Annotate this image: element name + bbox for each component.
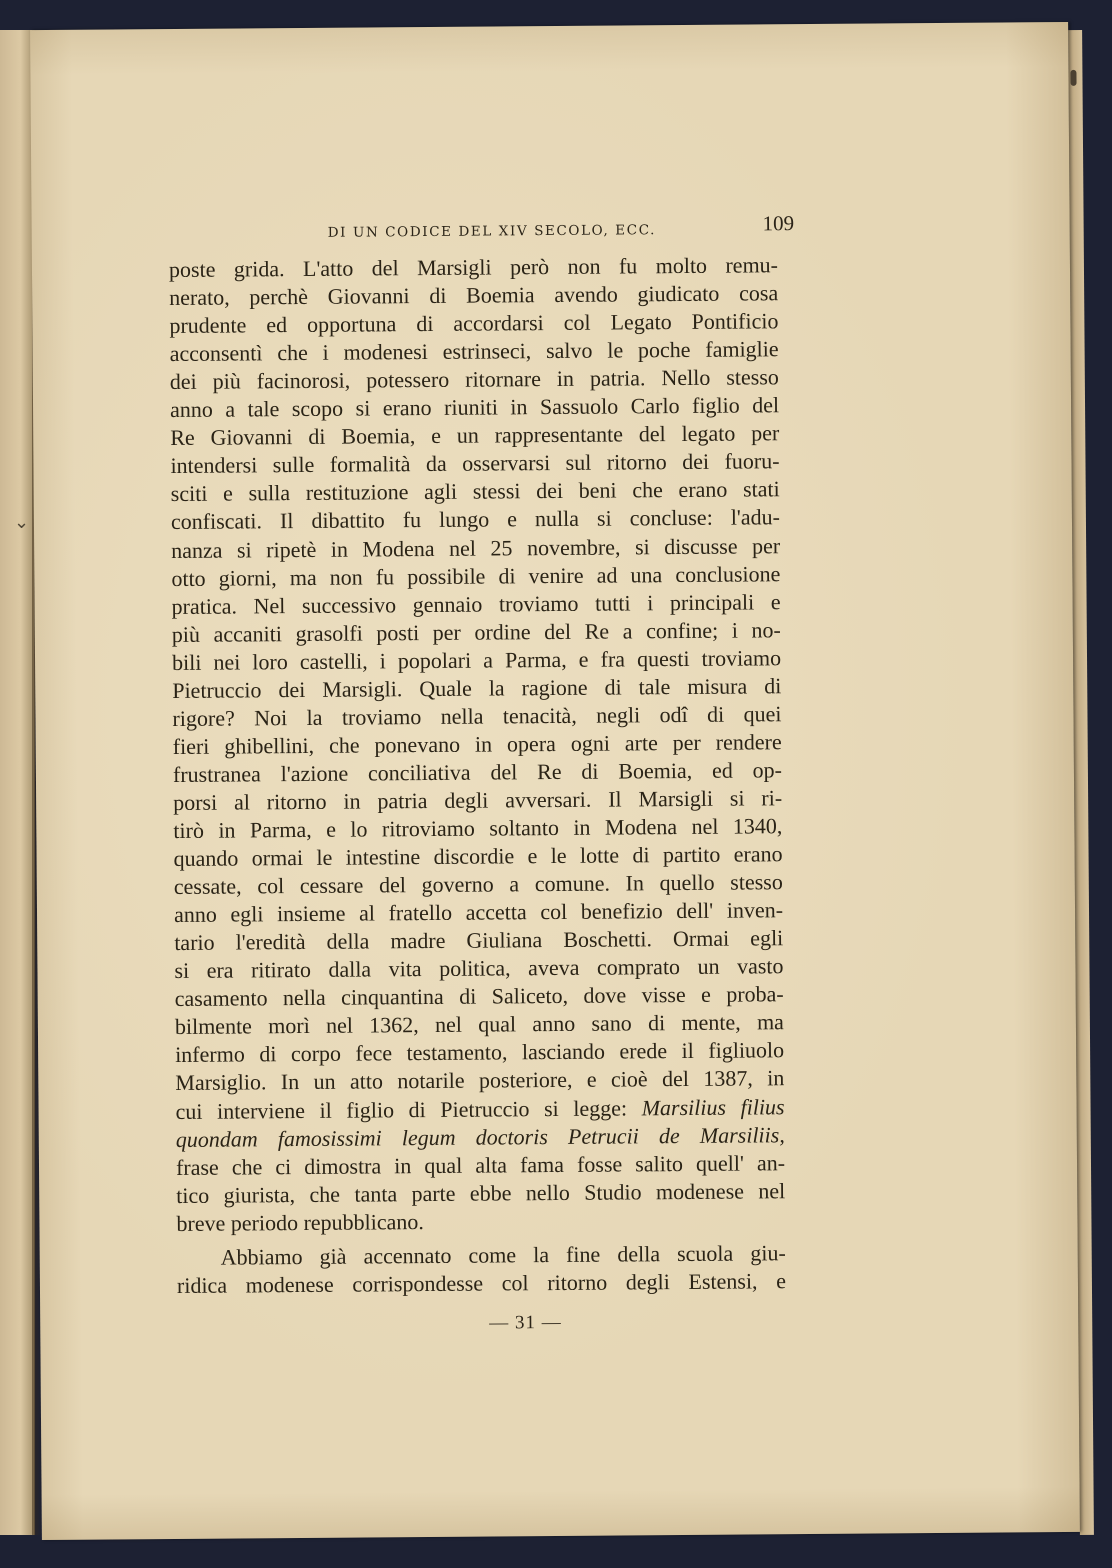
text-line: nerato, perchè Giovanni di Boemia avendo giudicato cosa (169, 280, 779, 311)
text-line: cessate, col cessare del governo a comune. In quello stesso (173, 869, 783, 900)
text-line: nanza si ripetè in Modena nel 25 novembre, si discusse per (171, 532, 781, 563)
text-line: pratica. Nel successivo gennaio troviamo tutti i principali e (171, 588, 781, 619)
text-line: Re Giovanni di Boemia, e un rappresentante del legato per (170, 420, 780, 451)
text-line: casamento nella cinquantina di Saliceto, dove visse e proba- (174, 981, 784, 1012)
text-line: infermo di corpo fece testamento, lasciando erede il figliuolo (175, 1037, 785, 1068)
text-line: anno egli insieme al fratello accetta col benefizio dell' inven- (173, 897, 784, 928)
text-line: più accaniti grasolfi posti per ordine del Re a confine; i no- (171, 616, 781, 647)
book-page (30, 22, 1080, 1540)
text-line: si era ritirato dalla vita politica, aveva comprato un vasto (174, 953, 784, 984)
text-line: tirò in Parma, e lo ritroviamo soltanto in Modena nel 1340, (173, 813, 783, 843)
running-head: DI UN CODICE DEL XIV SECOLO, ECC. (327, 222, 657, 241)
text-line: poste grida. L'atto del Marsigli però non fu molto remu- (168, 252, 779, 283)
text-line: bilmente morì nel 1362, nel qual anno sano di mente, ma (174, 1009, 784, 1040)
text-line: acconsentì che i modenesi estrinseci, salvo le poche famiglie (169, 336, 779, 367)
margin-tick-mark: ⌄ (14, 512, 30, 533)
text-line: quando ormai le intestine discordie e le lotte di partito erano (173, 841, 783, 872)
text-line: bili nei loro castelli, i popolari a Parma, e fra questi troviamo (171, 644, 782, 675)
text-line: quondam famosissimi legum doctoris Petrucii de Marsiliis, (175, 1121, 785, 1152)
text-line: frase che ci dimostra in qual alta fama fosse salito quell' an- (175, 1149, 786, 1180)
text-line: tario l'eredità della madre Giuliana Boschetti. Ormai egli (174, 925, 784, 956)
text-line: confiscati. Il dibattito fu lungo e nulla si concluse: l'adu- (170, 504, 781, 535)
text-line: Marsiglio. In un atto notarile posteriore, e cioè del 1387, in (175, 1065, 785, 1096)
text-line: porsi al ritorno in patria degli avversari. Il Marsigli si ri- (173, 785, 783, 815)
text-line: tico giurista, che tanta parte ebbe nello Studio modenese nel (176, 1177, 786, 1208)
text-line: intendersi sulle formalità da osservarsi sul ritorno dei fuoru- (170, 448, 780, 479)
ink-stain (1070, 70, 1076, 86)
page-number: 109 (762, 211, 795, 236)
text-line: prudente ed opportuna di accordarsi col Legato Pontificio (169, 308, 779, 339)
text-line: Pietruccio dei Marsigli. Quale la ragione di tale misura di (172, 672, 782, 703)
text-line: ridica modenese corrispondesse col ritorno degli Estensi, e (176, 1267, 787, 1298)
text-line: anno a tale scopo si erano riuniti in Sassuolo Carlo figlio del (169, 392, 780, 423)
text-line: sciti e sulla restituzione agli stessi dei beni che erano stati (170, 476, 780, 507)
text-line: otto giorni, ma non fu possibile di venire ad una conclusione (171, 560, 781, 591)
text-line: frustranea l'azione conciliativa del Re di Boemia, ed op- (172, 757, 783, 787)
left-page-edge (0, 30, 35, 1535)
text-line: Abbiamo già accennato come la fine della scuola giu- (220, 1239, 786, 1270)
text-line: dei più facinorosi, potessero ritornare in patria. Nello stesso (169, 364, 779, 395)
text-line: fieri ghibellini, che ponevano in opera ogni arte per rendere (172, 729, 782, 759)
text-line: rigore? Noi la troviamo nella tenacità, negli odî di quei (172, 701, 782, 731)
text-line: breve periodo repubblicano. (176, 1208, 424, 1236)
folio-number: — 31 — (489, 1311, 562, 1334)
text-line: cui interviene il figlio di Pietruccio si legge: Marsilius filius (175, 1093, 785, 1124)
